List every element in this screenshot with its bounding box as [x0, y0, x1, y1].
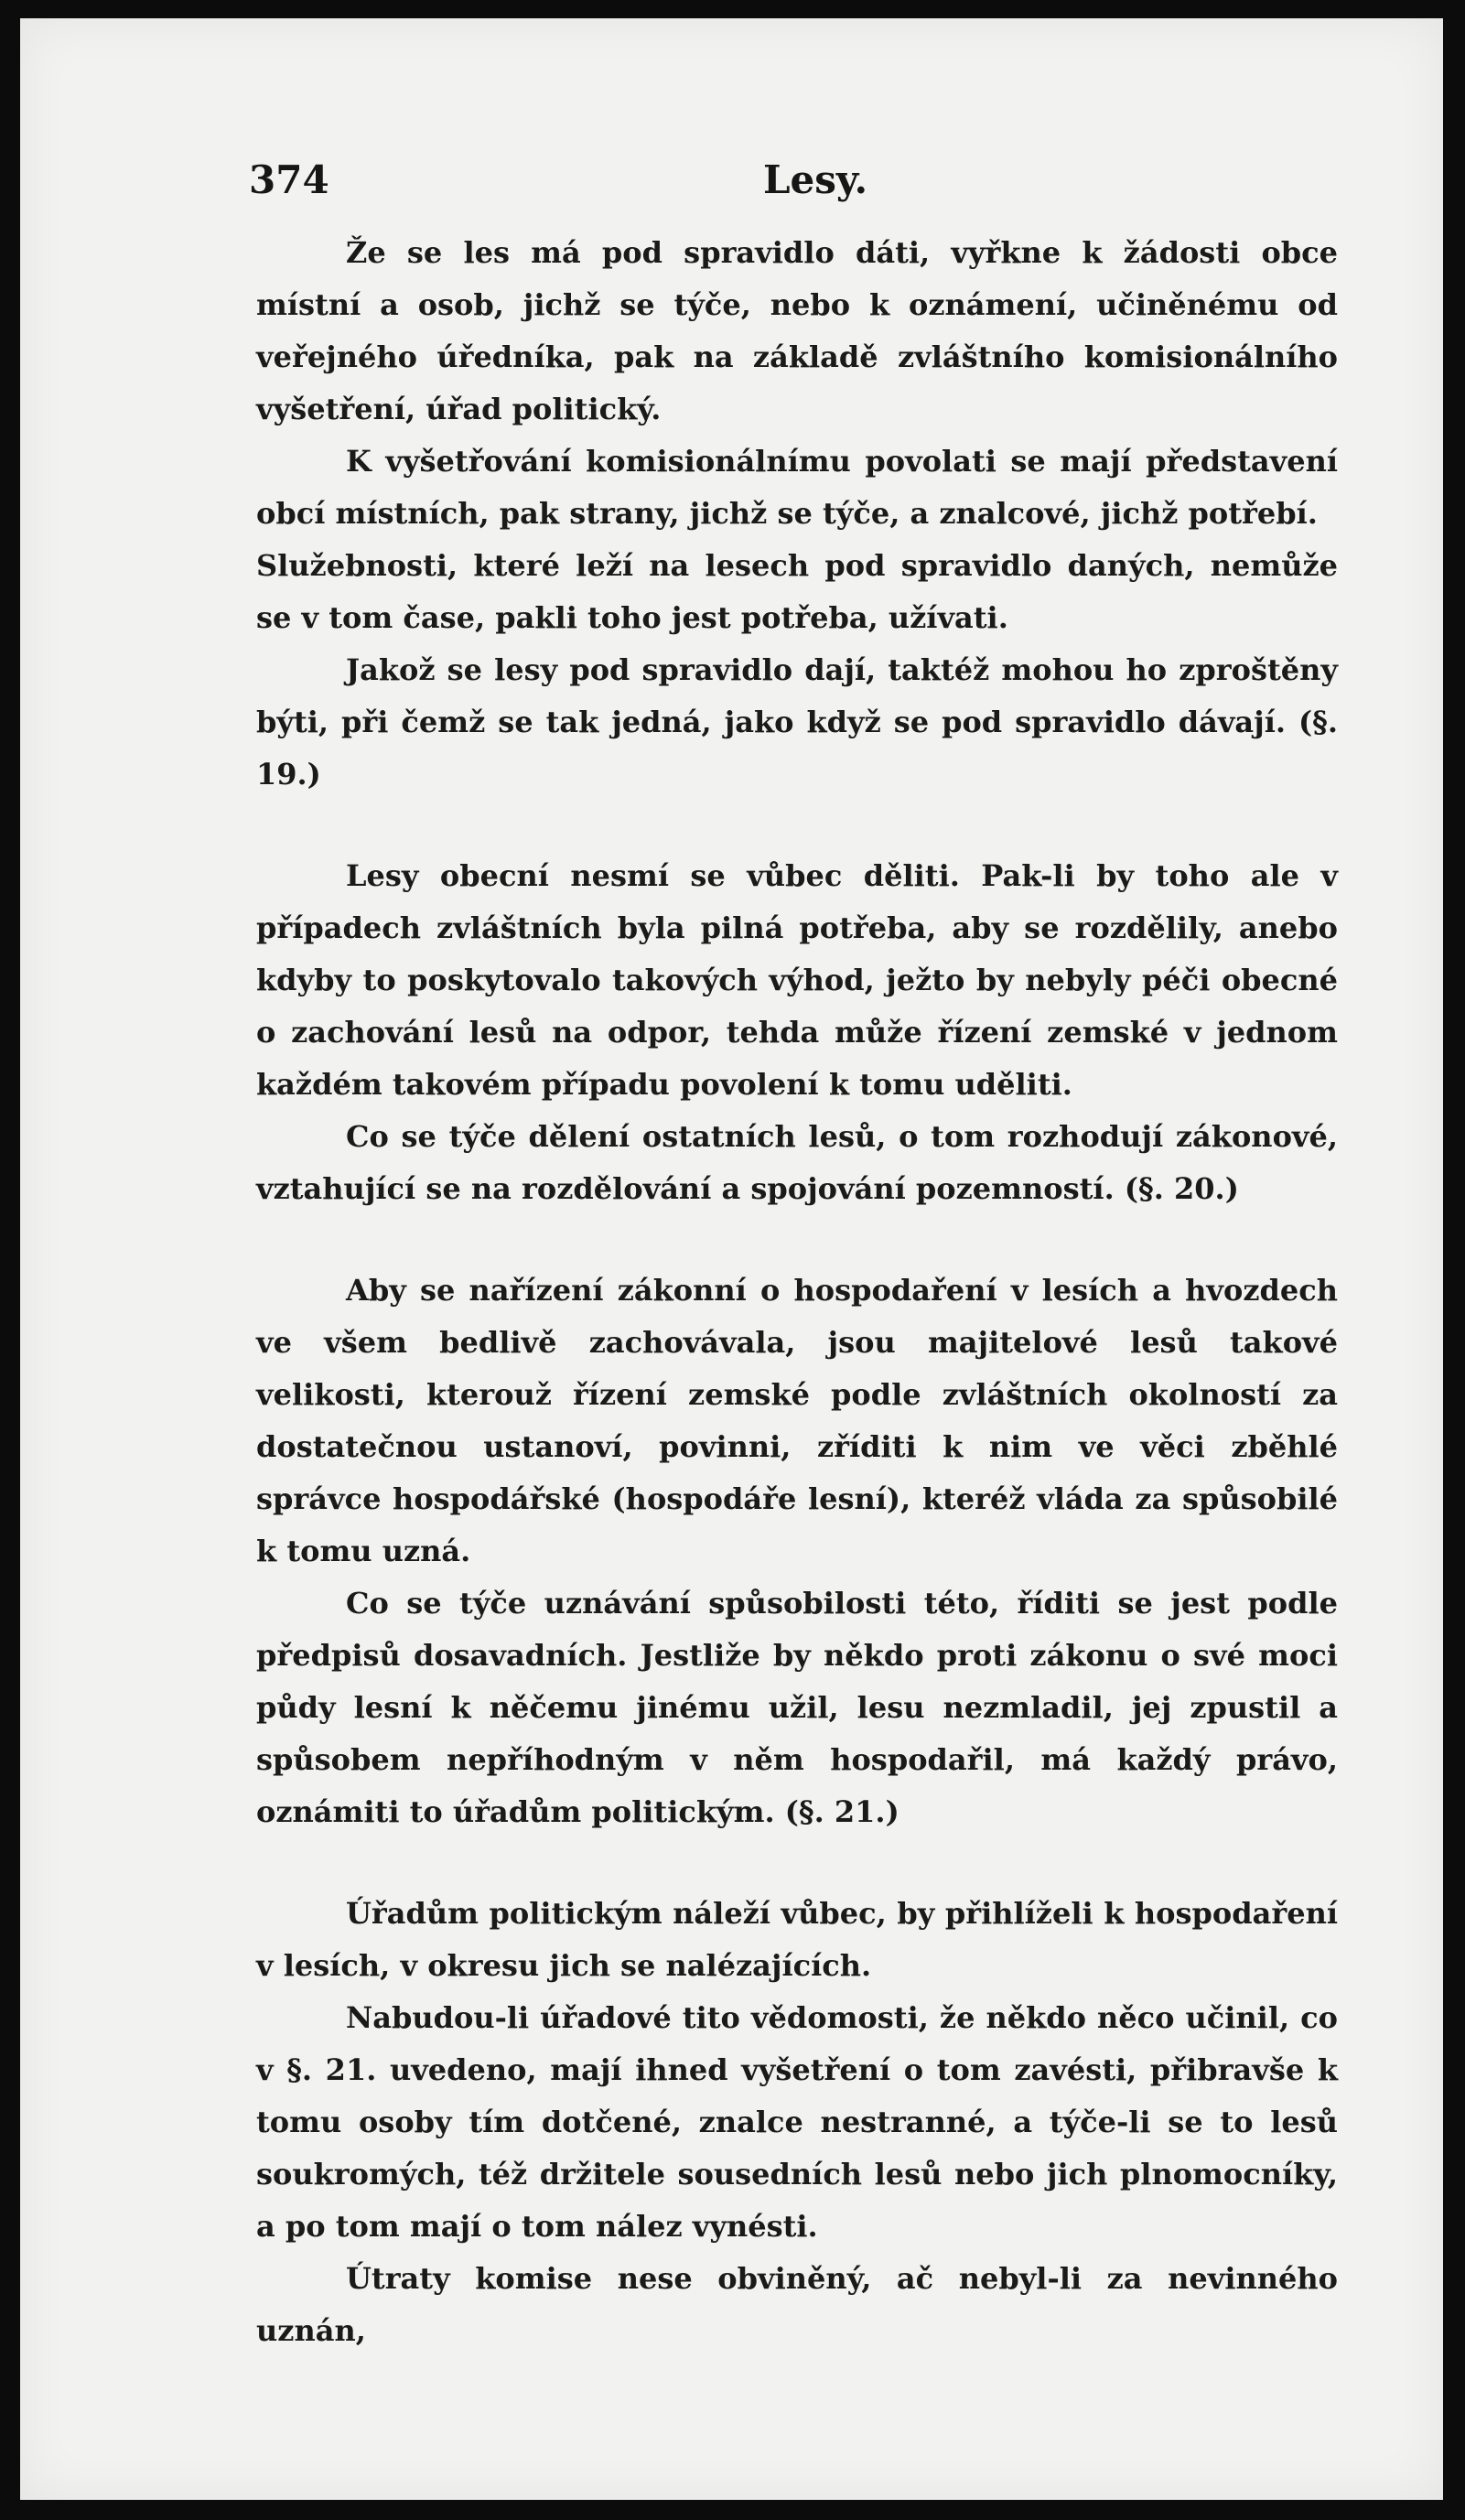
paragraph: Nabudou-li úřadové tito vědomosti, že někdo něco učinil, co v §. 21. uvedeno, mají ihned vyšetření o tom zavésti, přibravše k tomu osoby tím dotčené, znalce nestranné, a týče-li se to lesů soukromých, též držitele sousedních lesů nebo jich plnomocníky, a po tom mají o tom nález vynésti.: [256, 2000, 1338, 2244]
running-head: Lesy.: [763, 157, 868, 202]
section-gap: [256, 1838, 1338, 1888]
paragraph: Že se les má pod spravidlo dáti, vyřkne k žádosti obce místní a osob, jichž se týče, nebo k oznámení, učiněnému od veřejného úředníka, pak na základě zvláštního komisionálního vyšetření, úřad politický.: [256, 235, 1338, 426]
paragraph: Jakož se lesy pod spravidlo dají, taktéž mohou ho zproštěny býti, při čemž se tak jedná, jako když se pod spravidlo dávají. (§. 19.): [256, 652, 1338, 792]
page-number: 374: [249, 157, 329, 202]
paragraph: Co se týče dělení ostatních lesů, o tom rozhodují zákonové, vztahující se na rozdělování a spojování pozemností. (§. 20.): [256, 1119, 1338, 1206]
paragraph: Lesy obecní nesmí se vůbec děliti. Pak-li by toho ale v případech zvláštních byla pilná potřeba, aby se rozdělily, anebo kdyby to poskytovalo takových výhod, ježto by nebyly péči obecné o zachování lesů na odpor, tehda může řízení zemské v jednom každém takovém případu povolení k tomu uděliti.: [256, 858, 1338, 1102]
paragraph: Co se týče uznávání spůsobilosti této, říditi se jest podle předpisů dosavadních. Jestliže by někdo proti zákonu o své moci půdy lesní k něčemu jinému užil, lesu nezmladil, jej zpustil a spůsobem nepříhodným v něm hospodařil, má každý právo, oznámiti to úřadům politickým. (§. 21.): [256, 1586, 1338, 1829]
section-gap: [256, 1215, 1338, 1265]
book-page: [20, 18, 1443, 2500]
paragraph: Aby se nařízení zákonní o hospodaření v lesích a hvozdech ve všem bedlivě zachovávala, jsou majitelové lesů takové velikosti, kterouž řízení zemské podle zvláštních okolností za dostatečnou ustanoví, povinni, zříditi k nim ve věci zběhlé správce hospodářské (hospodáře lesní), kteréž vláda za spůsobilé k tomu uzná.: [256, 1273, 1338, 1568]
section-gap: [256, 801, 1338, 850]
paragraph: Služebnosti, které leží na lesech pod spravidlo daných, nemůže se v tom čase, pakli toho jest potřeba, užívati.: [256, 548, 1338, 635]
paragraph: Útraty komise nese obviněný, ač nebyl-li za nevinného uznán,: [256, 2261, 1338, 2348]
paragraph: Úřadům politickým náleží vůbec, by přihlíželi k hospodaření v lesích, v okresu jich se nalézajících.: [256, 1896, 1338, 1983]
page-header: [20, 157, 1443, 212]
page-body: [256, 227, 1338, 2357]
paragraph: K vyšetřování komisionálnímu povolati se mají představení obcí místních, pak strany, jichž se týče, a znalcové, jichž potřebí.: [256, 444, 1338, 531]
